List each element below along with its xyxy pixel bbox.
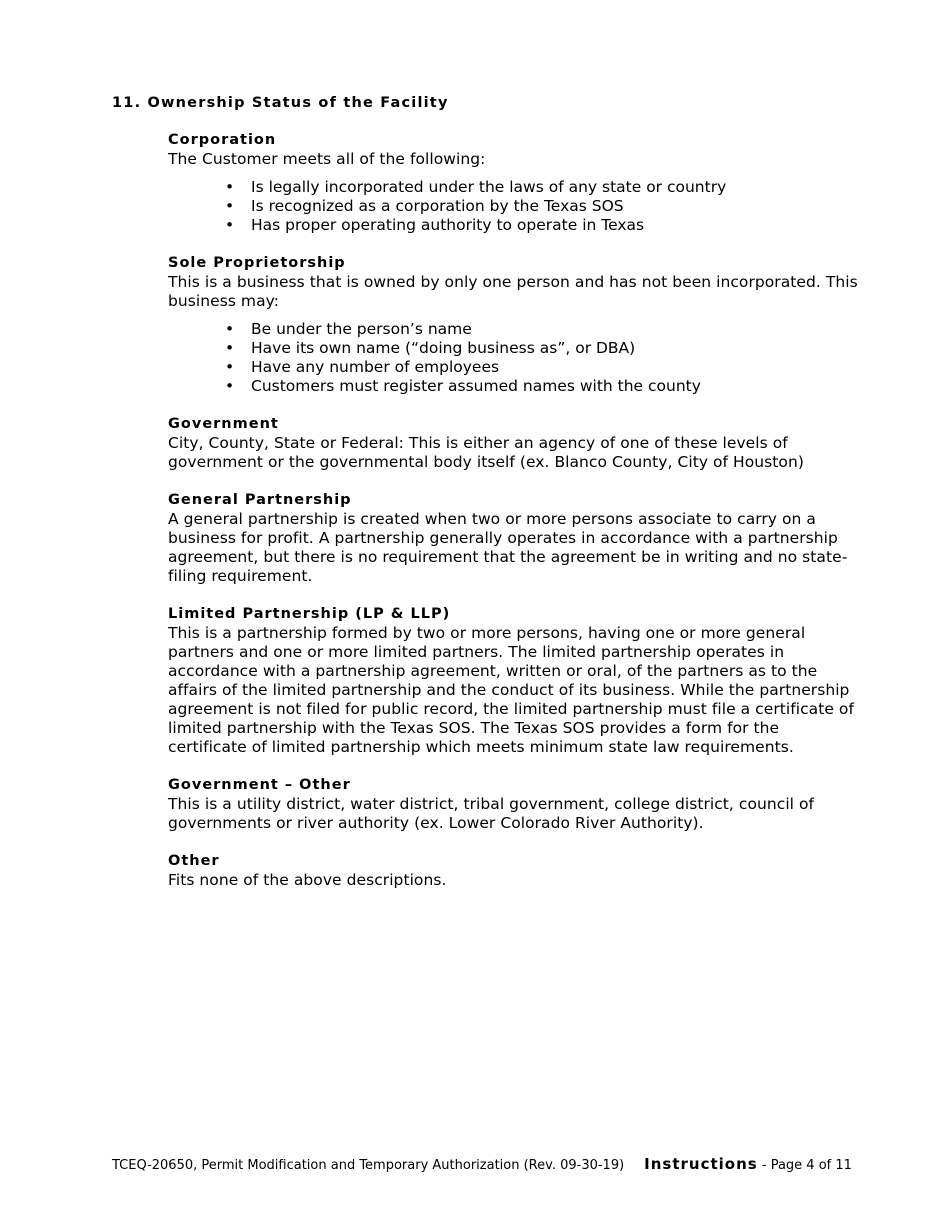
section-heading: 11. Ownership Status of the Facility [112,95,449,111]
bullet-icon: • [225,358,235,376]
section-corporation [168,131,858,235]
section-title-government: Government [168,416,279,432]
section-government [168,415,858,472]
footer-page-number: Page 4 of 11 [770,1158,852,1173]
bullet-icon: • [225,339,235,357]
ownership-status-content [168,131,858,909]
section-text-other: Fits none of the above descriptions. [168,871,447,889]
bullet-icon: • [225,216,235,234]
list-item [225,377,858,396]
list-item [225,358,858,377]
list-item-text: Have any number of employees [251,358,500,376]
footer-instructions-label: Instructions [644,1155,758,1173]
bullet-icon: • [225,377,235,395]
section-title-general-partnership: General Partnership [168,492,352,508]
list-item [225,216,858,235]
footer-separator: - [757,1158,771,1173]
bullet-icon: • [225,197,235,215]
section-other [168,852,858,890]
section-text-limited-partnership: This is a partnership formed by two or more persons, having one or more general partners and one or more limited partners. The limited partnership operates in accordance with a partnership agreement, written or oral, of the partners as to the affairs of the limited partnership and the conduct of its business. While the partnership agreement is not filed for public record, the limited partnership must file a certificate of limited partnership with the Texas SOS. The Texas SOS provides a form for the certificate of limited partnership which meets minimum state law requirements. [168,624,854,756]
list-item [225,339,858,358]
list-item-text: Is recognized as a corporation by the Texas SOS [251,197,624,215]
page-footer [112,1155,852,1173]
list-item [225,197,858,216]
list-item-text: Has proper operating authority to operate in Texas [251,216,645,234]
section-title-government-other: Government – Other [168,777,351,793]
section-limited-partnership [168,605,858,757]
bullet-icon: • [225,178,235,196]
section-title-limited-partnership: Limited Partnership (LP & LLP) [168,606,451,622]
list-item-text: Customers must register assumed names with the county [251,377,701,395]
bullet-list-sole-proprietorship [168,320,858,396]
section-text-sole-proprietorship: This is a business that is owned by only one person and has not been incorporated. This business may: [168,273,858,310]
section-text-general-partnership: A general partnership is created when two or more persons associate to carry on a business for profit. A partnership generally operates in accordance with a partnership agreement, but there is no requirement that the agreement be in writing and no state-filing requirement. [168,510,848,585]
list-item [225,178,858,197]
footer-form-id: TCEQ-20650, Permit Modification and Temporary Authorization (Rev. 09-30-19) [112,1158,625,1173]
section-text-government: City, County, State or Federal: This is either an agency of one of these levels of government or the governmental body itself (ex. Blanco County, City of Houston) [168,434,804,471]
section-government-other [168,776,858,833]
section-text-corporation: The Customer meets all of the following: [168,150,486,168]
section-general-partnership [168,491,858,586]
list-item [225,320,858,339]
bullet-list-corporation [168,178,858,235]
list-item-text: Have its own name (“doing business as”, or DBA) [251,339,636,357]
list-item-text: Is legally incorporated under the laws of any state or country [251,178,727,196]
section-title-sole-proprietorship: Sole Proprietorship [168,255,346,271]
section-sole-proprietorship [168,254,858,396]
section-title-other: Other [168,853,220,869]
bullet-icon: • [225,320,235,338]
section-title-corporation: Corporation [168,132,277,148]
section-text-government-other: This is a utility district, water district, tribal government, college district, council of governments or river authority (ex. Lower Colorado River Authority). [168,795,815,832]
list-item-text: Be under the person’s name [251,320,472,338]
